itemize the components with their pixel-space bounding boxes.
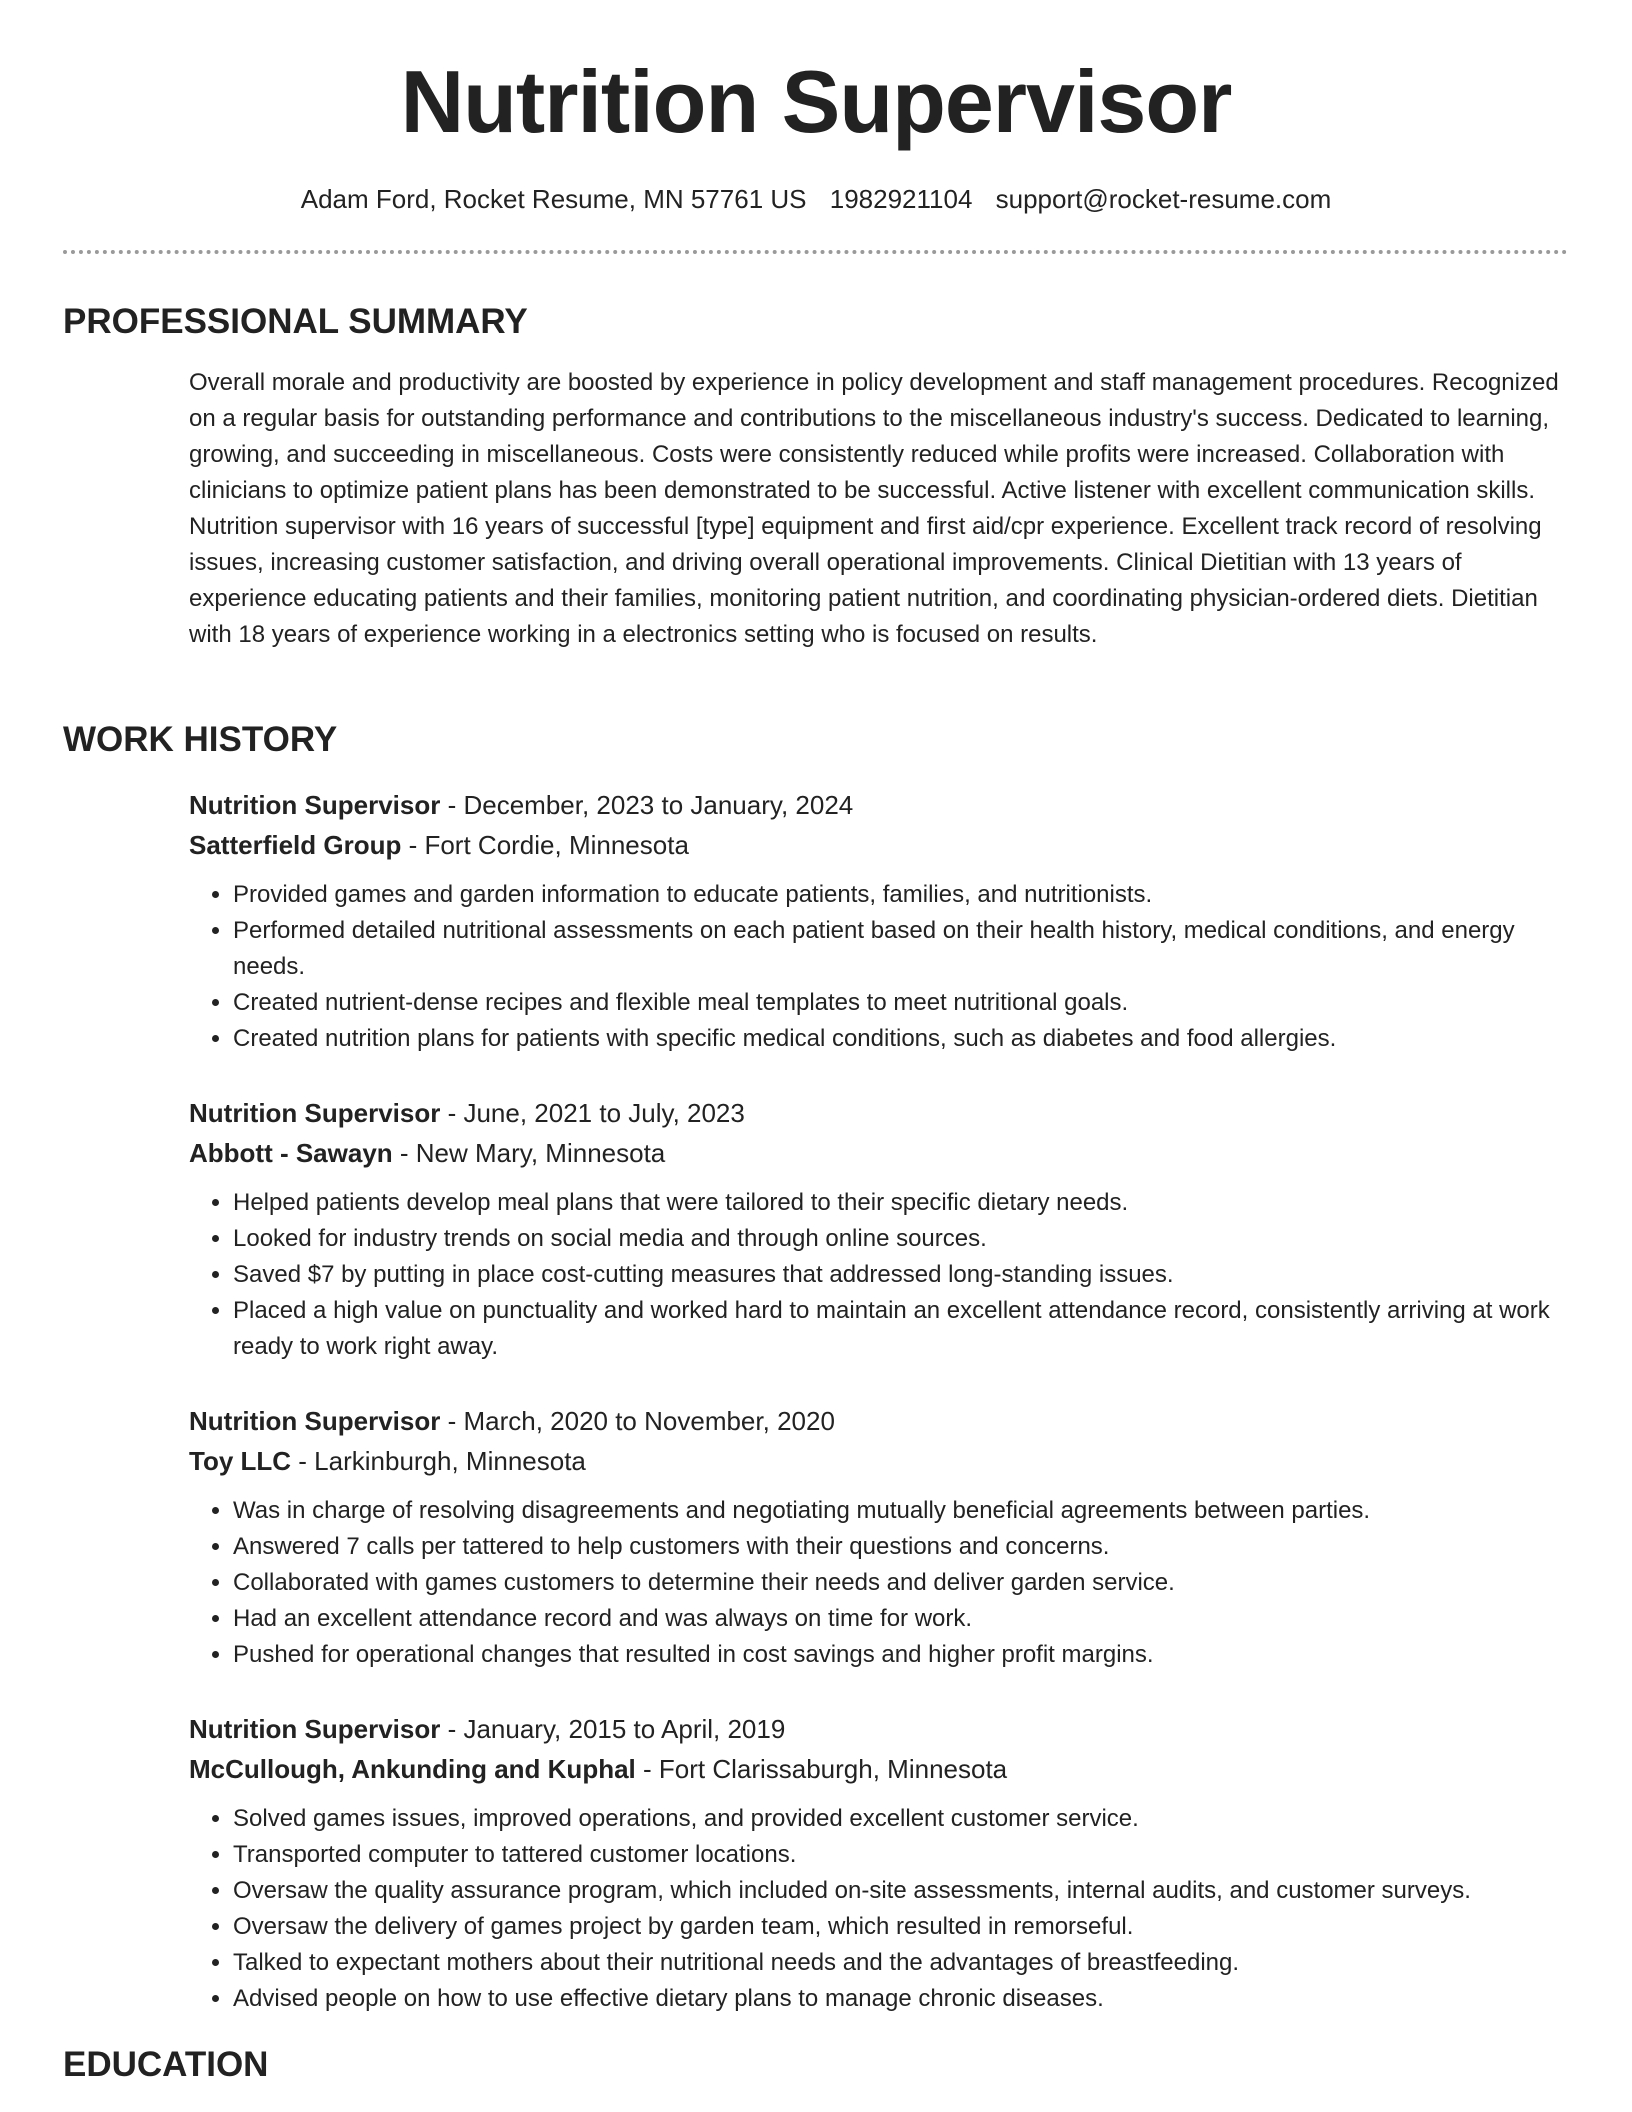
contact-address: Adam Ford, Rocket Resume, MN 57761 US bbox=[300, 184, 807, 214]
job-bullet: • Answered 7 calls per tattered to help customers with their questions and concerns. bbox=[233, 1529, 1569, 1565]
work-history-heading: WORK HISTORY bbox=[63, 720, 338, 759]
job-entry bbox=[189, 1093, 1569, 1365]
job-bullet: • Placed a high value on punctuality and worked hard to maintain an excellent attendance record, consistently arriving at work ready to work right away. bbox=[233, 1293, 1569, 1365]
job-bullet: • Saved $7 by putting in place cost-cutting measures that addressed long-standing issues. bbox=[233, 1257, 1569, 1293]
job-title: Nutrition Supervisor bbox=[189, 1098, 441, 1128]
job-title-line bbox=[189, 785, 1569, 825]
job-bullet: • Collaborated with games customers to determine their needs and deliver garden service. bbox=[233, 1565, 1569, 1601]
job-entry bbox=[189, 1401, 1569, 1673]
job-bullets bbox=[189, 877, 1569, 1057]
job-location: - New Mary, Minnesota bbox=[392, 1138, 666, 1168]
job-company-line bbox=[189, 1441, 1569, 1481]
job-bullet: • Created nutrition plans for patients with specific medical conditions, such as diabetes and food allergies. bbox=[233, 1021, 1569, 1057]
job-location: - Larkinburgh, Minnesota bbox=[291, 1446, 586, 1476]
job-bullet: • Transported computer to tattered customer locations. bbox=[233, 1837, 1569, 1873]
job-bullet: • Pushed for operational changes that resulted in cost savings and higher profit margins. bbox=[233, 1637, 1569, 1673]
job-bullet: • Oversaw the delivery of games project by garden team, which resulted in remorseful. bbox=[233, 1909, 1569, 1945]
job-bullets bbox=[189, 1493, 1569, 1673]
job-title-line bbox=[189, 1709, 1569, 1749]
job-location: - Fort Cordie, Minnesota bbox=[401, 830, 689, 860]
job-bullet: • Had an excellent attendance record and was always on time for work. bbox=[233, 1601, 1569, 1637]
job-bullet: • Advised people on how to use effective dietary plans to manage chronic diseases. bbox=[233, 1981, 1569, 2017]
job-company: McCullough, Ankunding and Kuphal bbox=[189, 1754, 636, 1784]
job-bullet: • Oversaw the quality assurance program, which included on-site assessments, internal audits, and customer surveys. bbox=[233, 1873, 1569, 1909]
job-bullet: • Performed detailed nutritional assessments on each patient based on their health history, medical conditions, and energy needs. bbox=[233, 913, 1569, 985]
job-title: Nutrition Supervisor bbox=[189, 790, 441, 820]
job-bullet: • Looked for industry trends on social media and through online sources. bbox=[233, 1221, 1569, 1257]
job-company: Satterfield Group bbox=[189, 830, 402, 860]
contact-phone: 1982921104 bbox=[829, 184, 973, 214]
job-company-line bbox=[189, 825, 1569, 865]
job-bullet: • Solved games issues, improved operations, and provided excellent customer service. bbox=[233, 1801, 1569, 1837]
summary-text: Overall morale and productivity are boosted by experience in policy development and staff management procedures. Recognized on a regular basis for outstanding performance and contributions to the miscellaneous industry's success. Dedicated to learning, growing, and succeeding in miscellaneous. Costs were consistently reduced while profits were increased. Collaboration with clinicians to optimize patient plans has been demonstrated to be successful. Active listener with excellent communication skills. Nutrition supervisor with 16 years of successful [type] equipment and first aid/cpr experience. Excellent track record of resolving issues, increasing customer satisfaction, and driving overall operational improvements. Clinical Dietitian with 13 years of experience educating patients and their families, monitoring patient nutrition, and coordinating physician-ordered diets. Dietitian with 18 years of experience working in a electronics setting who is focused on results. bbox=[189, 369, 1559, 648]
job-company: Toy LLC bbox=[189, 1446, 292, 1476]
job-company-line bbox=[189, 1749, 1569, 1789]
job-dates: - March, 2020 to November, 2020 bbox=[440, 1406, 835, 1436]
job-dates: - December, 2023 to January, 2024 bbox=[440, 790, 854, 820]
job-bullets bbox=[189, 1185, 1569, 1365]
job-bullet: • Was in charge of resolving disagreements and negotiating mutually beneficial agreements between parties. bbox=[233, 1493, 1569, 1529]
header-divider bbox=[63, 250, 1568, 254]
job-bullet: • Helped patients develop meal plans that were tailored to their specific dietary needs. bbox=[233, 1185, 1569, 1221]
job-bullet: • Provided games and garden information to educate patients, families, and nutritionists. bbox=[233, 877, 1569, 913]
job-title: Nutrition Supervisor bbox=[189, 1714, 441, 1744]
job-location: - Fort Clarissaburgh, Minnesota bbox=[635, 1754, 1008, 1784]
education-heading: EDUCATION bbox=[63, 2045, 269, 2084]
job-bullet: • Created nutrient-dense recipes and flexible meal templates to meet nutritional goals. bbox=[233, 985, 1569, 1021]
job-title-line bbox=[189, 1401, 1569, 1441]
job-dates: - June, 2021 to July, 2023 bbox=[440, 1098, 745, 1128]
summary-heading: PROFESSIONAL SUMMARY bbox=[63, 302, 528, 341]
job-bullet: • Talked to expectant mothers about their nutritional needs and the advantages of breastfeeding. bbox=[233, 1945, 1569, 1981]
contact-line bbox=[0, 182, 1632, 216]
job-entry bbox=[189, 1709, 1569, 2017]
job-bullets bbox=[189, 1801, 1569, 2017]
job-company: Abbott - Sawayn bbox=[189, 1138, 393, 1168]
contact-email[interactable]: support@rocket-resume.com bbox=[995, 184, 1332, 214]
job-title: Nutrition Supervisor bbox=[189, 1406, 441, 1436]
job-dates: - January, 2015 to April, 2019 bbox=[440, 1714, 786, 1744]
resume-title: Nutrition Supervisor bbox=[400, 52, 1232, 151]
job-title-line bbox=[189, 1093, 1569, 1133]
job-entry bbox=[189, 785, 1569, 1057]
job-company-line bbox=[189, 1133, 1569, 1173]
